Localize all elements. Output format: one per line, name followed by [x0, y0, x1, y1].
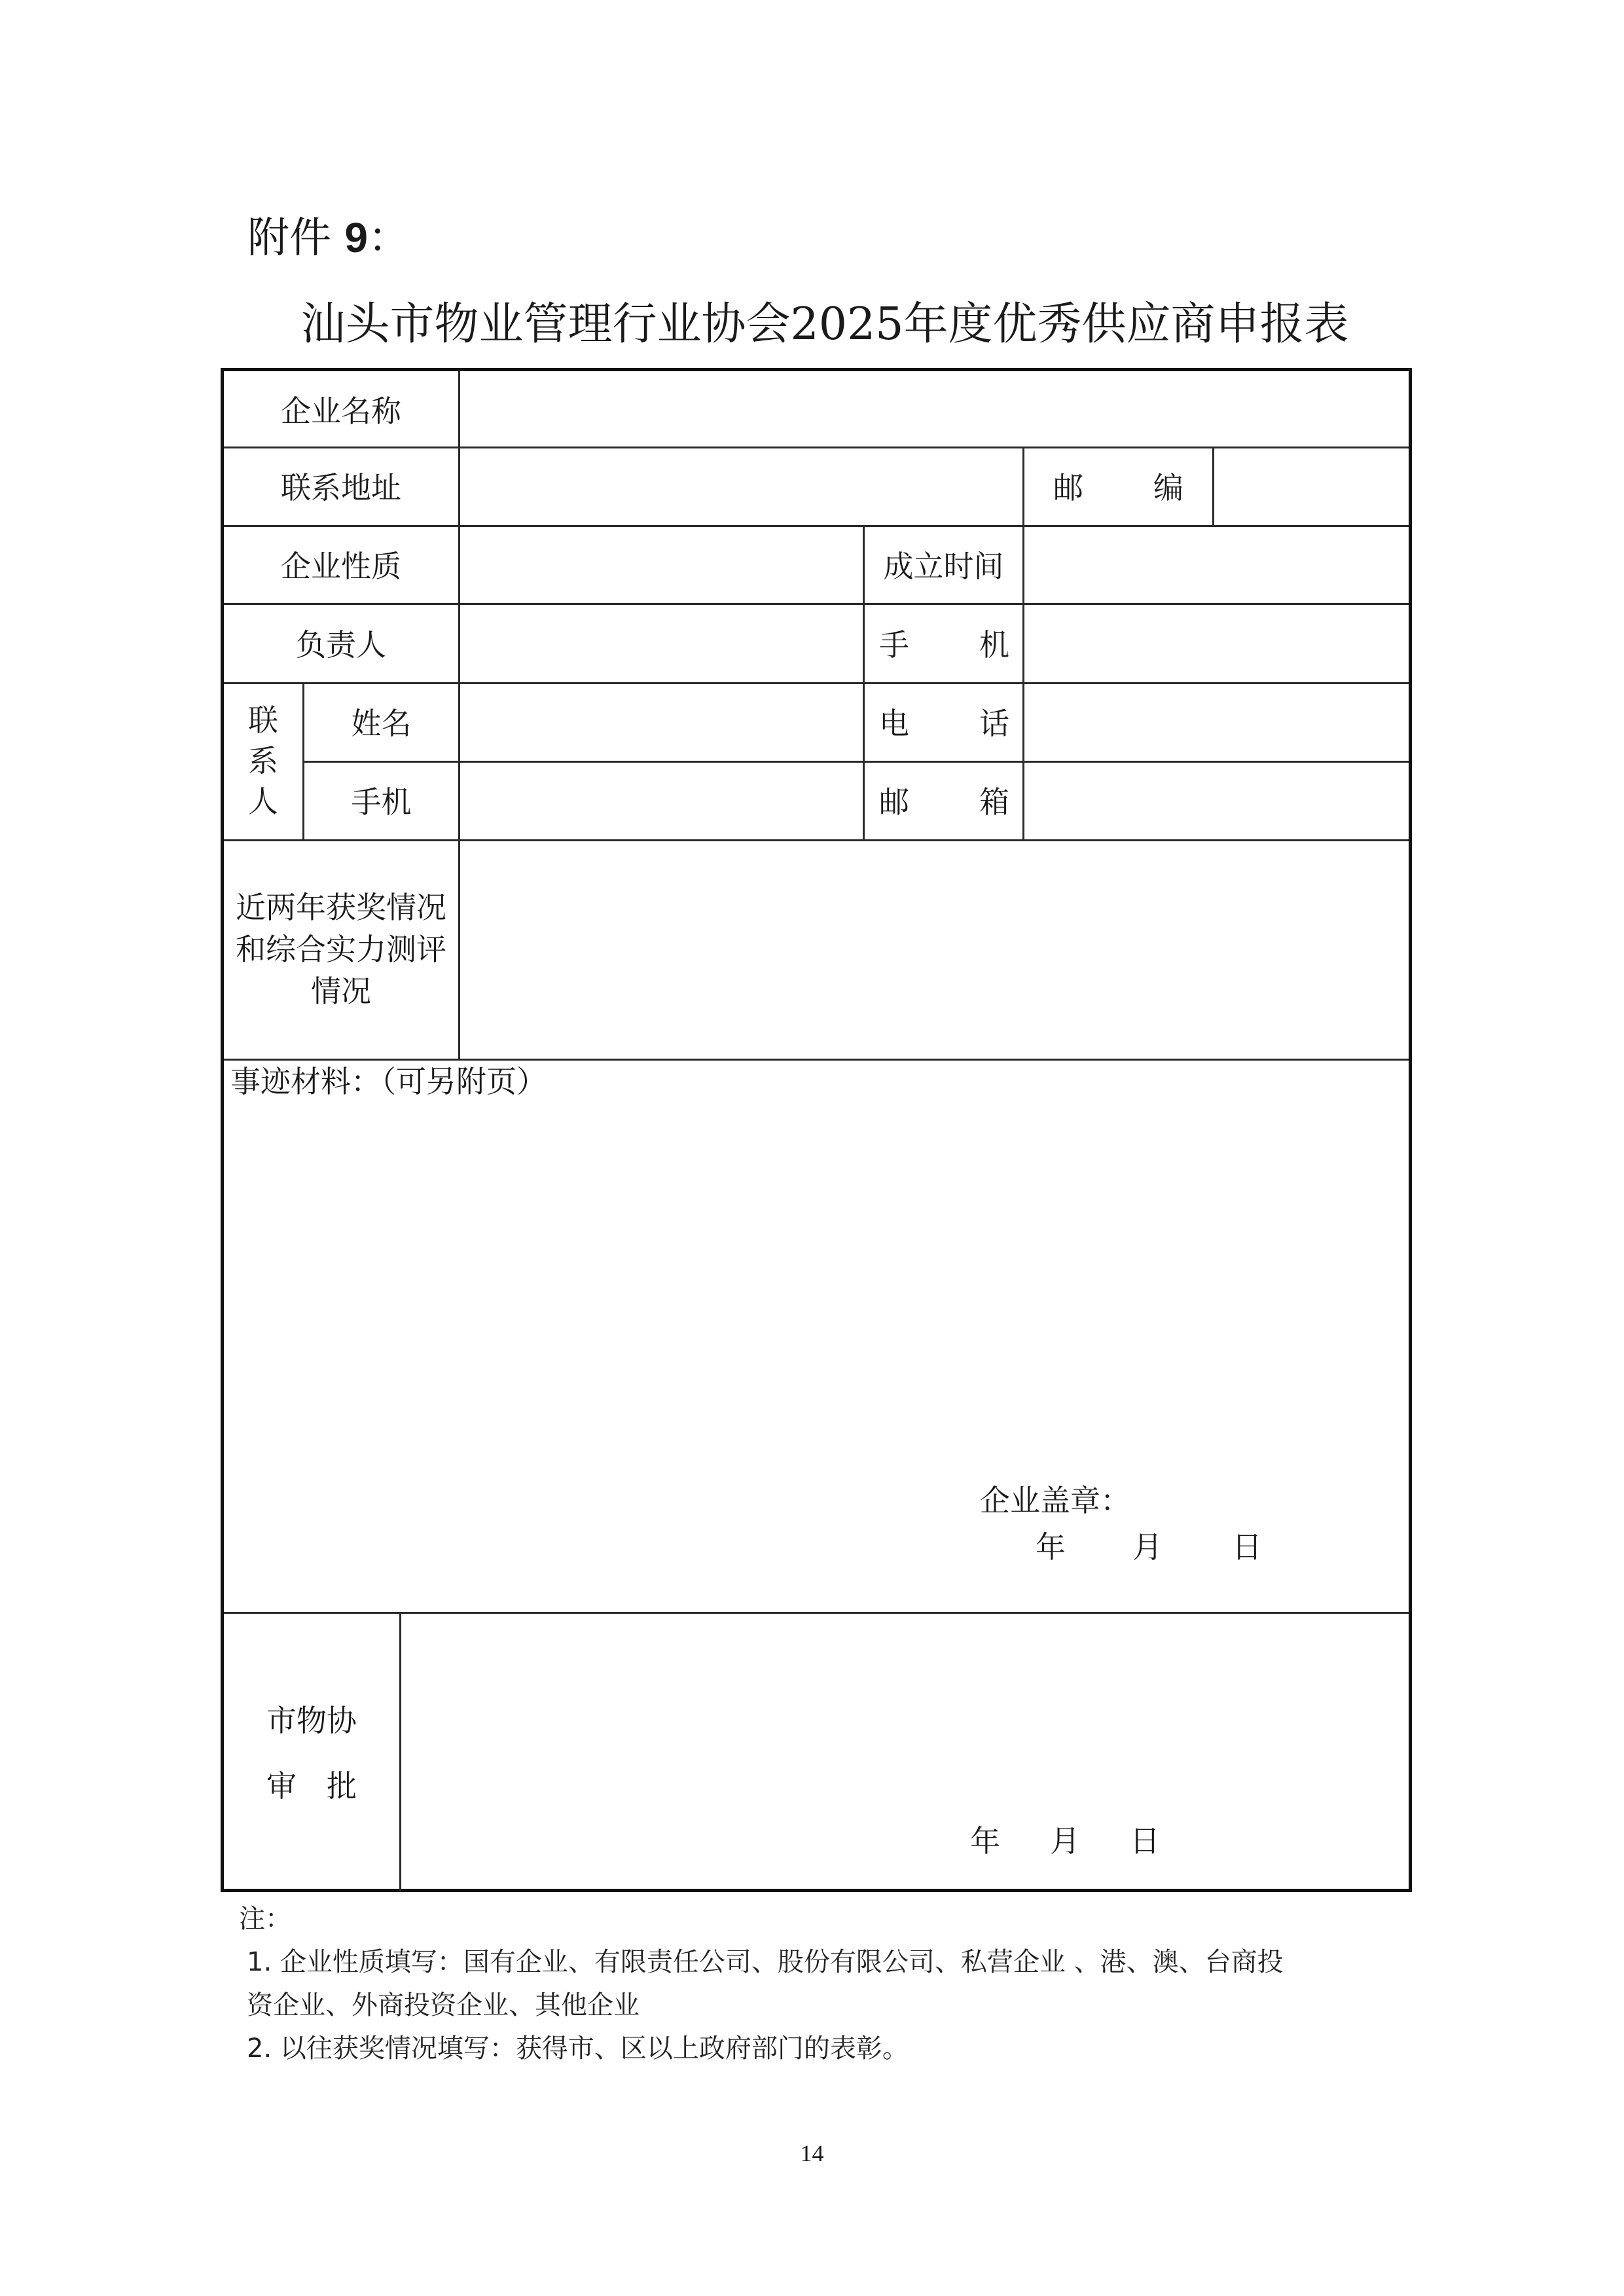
contact-mobile-input[interactable]	[460, 763, 863, 839]
date-day: 日	[1232, 1529, 1262, 1565]
attachment-suffix: ：	[367, 214, 410, 263]
phone-label: 电 话	[879, 706, 1009, 741]
attachment-prefix: 附件	[247, 214, 331, 263]
document-title: 汕头市物业管理行业协会2025年度优秀供应商申报表	[300, 299, 1349, 350]
company-name-input[interactable]	[460, 371, 1409, 446]
note-item-2: 2. 以往获奖情况填写：获得市、区以上政府部门的表彰。	[247, 2033, 909, 2064]
company-date	[1036, 1527, 1363, 1567]
mobile-label: 手 机	[879, 627, 1009, 663]
contact-mobile-label: 手机	[351, 784, 412, 820]
postal-code-input[interactable]	[1214, 448, 1409, 525]
date-month: 月	[1050, 1823, 1080, 1859]
attachment-label	[247, 208, 410, 268]
company-name-label: 企业名称	[281, 393, 401, 429]
attachment-number: 9	[344, 214, 368, 261]
email-input[interactable]	[1024, 763, 1409, 839]
postal-code-label: 邮 编	[1053, 470, 1183, 505]
page-number: 14	[800, 2140, 824, 2166]
person-in-charge-label: 负责人	[296, 627, 386, 663]
founded-date-label: 成立时间	[883, 548, 1004, 584]
company-type-label: 企业性质	[281, 548, 401, 584]
notes-section	[239, 1897, 1404, 2070]
notes-heading: 注：	[239, 1904, 291, 1934]
approval-date	[970, 1821, 1232, 1861]
contact-person-label: 联 系 人	[248, 702, 278, 819]
address-label: 联系地址	[281, 470, 401, 505]
application-form	[221, 368, 1412, 1892]
company-seal-label: 企业盖章：	[980, 1483, 1130, 1518]
person-in-charge-input[interactable]	[460, 605, 863, 682]
approval-input[interactable]	[401, 1614, 1409, 1892]
contact-name-input[interactable]	[460, 684, 863, 761]
address-input[interactable]	[460, 448, 1022, 525]
note-item-1-line-2: 资企业、外商投资企业、其他企业	[247, 1990, 640, 2020]
phone-input[interactable]	[1024, 684, 1409, 761]
awards-label: 近两年获奖情况 和综合实力测评 情况	[236, 889, 446, 1009]
date-year: 年	[970, 1823, 1000, 1859]
approval-label: 市物协 审 批	[266, 1702, 357, 1804]
mobile-input[interactable]	[1024, 605, 1409, 682]
founded-date-input[interactable]	[1024, 527, 1409, 603]
note-item-1-line-1: 1. 企业性质填写：国有企业、有限责任公司、股份有限公司、私营企业 、港、澳、台商投	[247, 1947, 1284, 1977]
awards-input[interactable]	[460, 841, 1409, 1059]
contact-name-label: 姓名	[351, 706, 412, 741]
date-year: 年	[1036, 1529, 1066, 1565]
company-type-input[interactable]	[460, 527, 863, 603]
email-label: 邮 箱	[879, 784, 1009, 820]
materials-label: 事迹材料：（可另附页）	[230, 1064, 547, 1099]
date-month: 月	[1132, 1529, 1163, 1565]
date-day: 日	[1130, 1823, 1160, 1859]
